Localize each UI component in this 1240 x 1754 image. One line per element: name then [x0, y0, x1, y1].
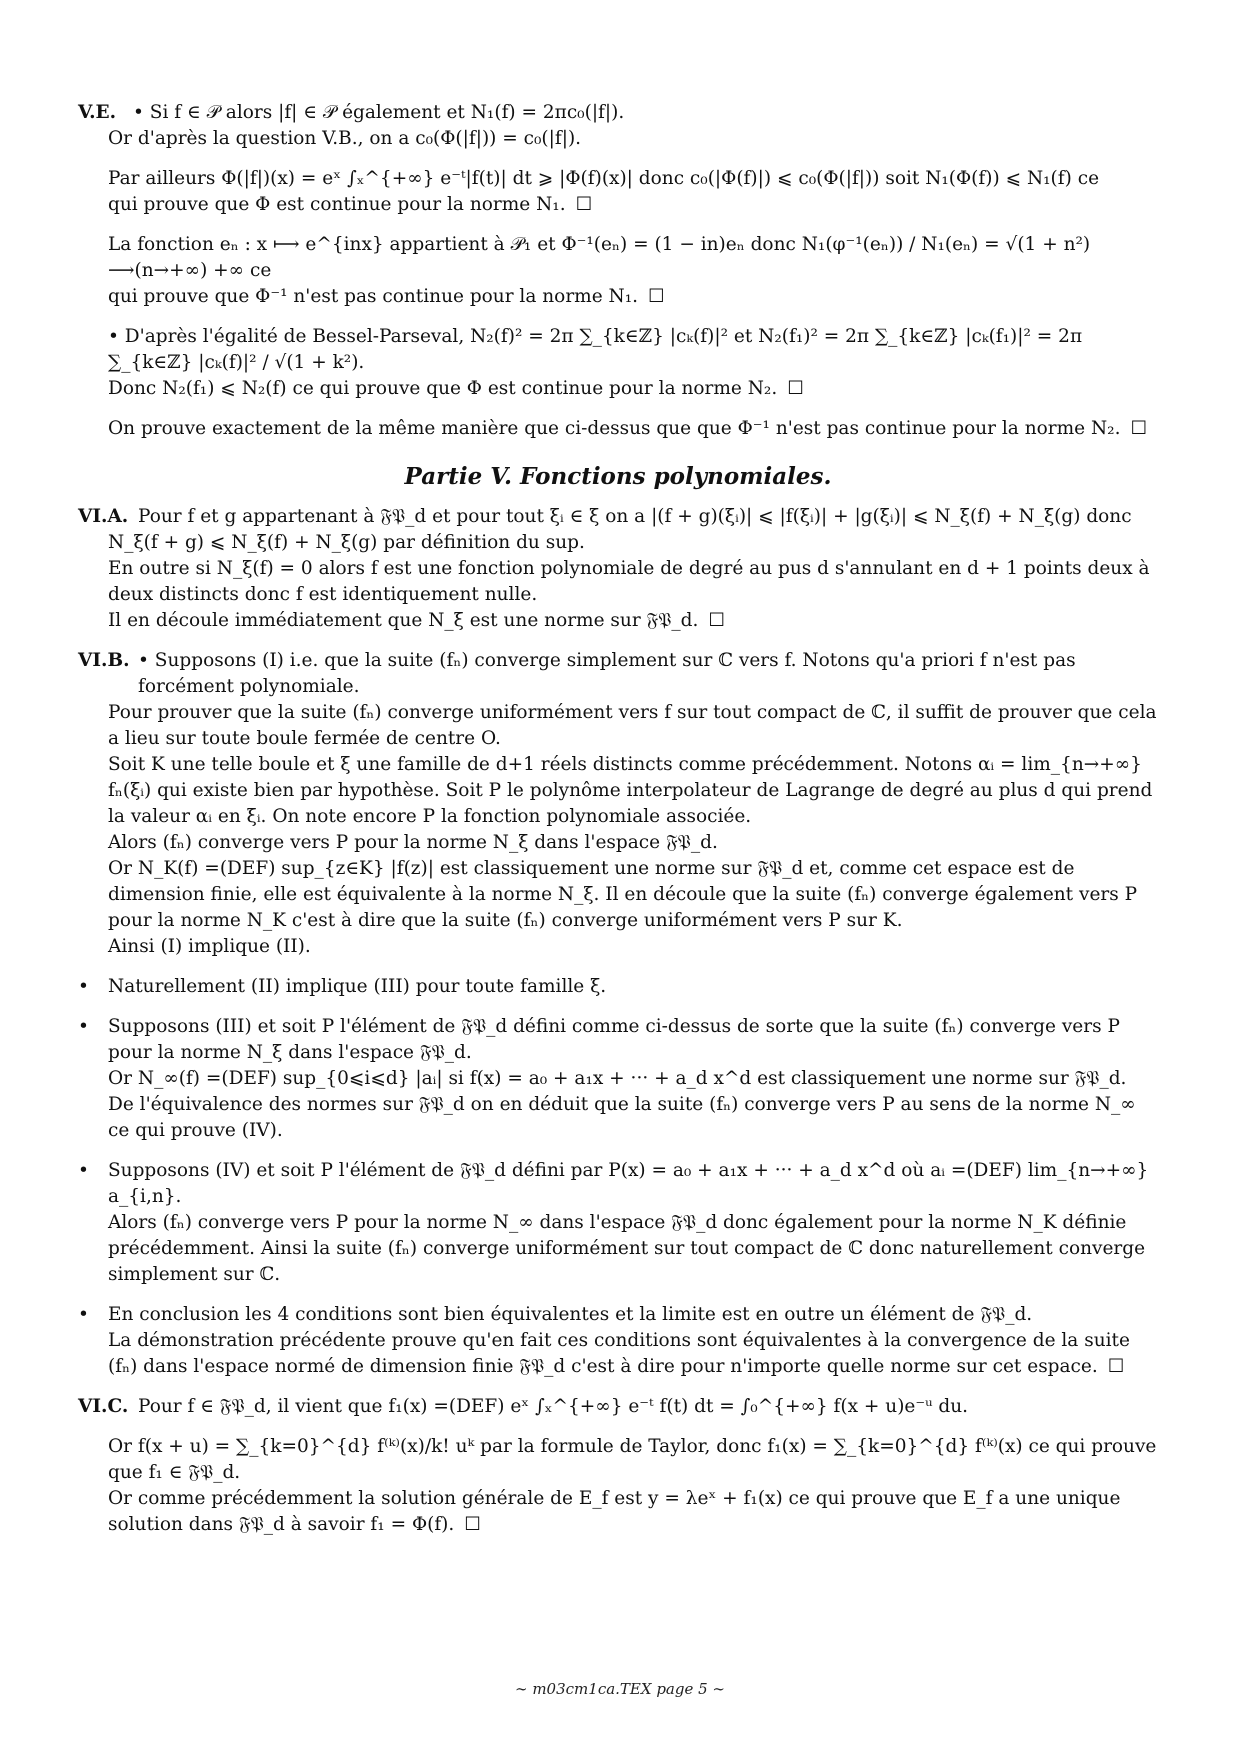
paragraph: Or d'après la question V.B., on a c₀(Φ(|f|)) = c₀(|f|). — [108, 128, 582, 149]
qed-box: ☐ — [464, 1514, 481, 1535]
paragraph: Or f(x + u) = ∑_{k=0}^{d} f⁽ᵏ⁾(x)/k! uᵏ par la formule de Taylor, donc f₁(x) = ∑_{k=0}^{d} f⁽ᵏ⁾(x) ce qui prouve que f₁ ∈ 𝔉𝔓_d. — [108, 1436, 1157, 1483]
paragraph: Soit K une telle boule et ξ une famille de d+1 réels distincts comme précédemment. Notons αᵢ = lim_{n→+∞} fₙ(ξᵢ) qui existe bien par hypothèse. Soit P le polynôme interpolateur de Lagrange de degré au plus d qui prend la valeur αᵢ en ξᵢ. On note encore P la fonction polynomiale associée. — [108, 754, 1153, 827]
paragraph: Ainsi (I) implique (II). — [108, 936, 311, 957]
qed-box: ☐ — [648, 286, 665, 307]
paragraph: N_ξ(f + g) ⩽ N_ξ(f) + N_ξ(g) par définition du sup. — [108, 532, 585, 553]
paragraph: • Si f ∈ 𝒫 alors |f| ∈ 𝒫 également et N₁(f) = 2πc₀(|f|). — [133, 102, 625, 123]
paragraph: Pour prouver que la suite (fₙ) converge uniformément vers f sur tout compact de ℂ, il suffit de prouver que cela a lieu sur toute boule fermée de centre O. — [108, 702, 1157, 749]
paragraph: Supposons (III) et soit P l'élément de 𝔉𝔓_d défini comme ci-dessus de sorte que la suite (fₙ) converge vers P pour la norme N_ξ dans l'espace 𝔉𝔓_d. — [108, 1016, 1120, 1063]
qed-box: ☐ — [1130, 418, 1148, 439]
paragraph: • D'après l'égalité de Bessel-Parseval, N₂(f)² = 2π ∑_{k∈ℤ} |cₖ(f)|² et N₂(f₁)² = 2π ∑_{k∈ℤ} |cₖ(f₁)|² = 2π ∑_{k∈ℤ} |cₖ(f)|² / √(1 + k²). — [108, 326, 1083, 373]
paragraph: La démonstration précédente prouve qu'en fait ces conditions sont équivalentes à la convergence de la suite (fₙ) dans l'espace normé de dimension finie 𝔉𝔓_d c'est à dire pour n'importe quelle norme sur cet espace. — [108, 1330, 1130, 1377]
paragraph: • Supposons (I) i.e. que la suite (fₙ) converge simplement sur ℂ vers f. Notons qu'a priori f n'est pas forcément polynomiale. — [138, 650, 1076, 697]
section-label: VI.B. — [78, 650, 130, 671]
qed-box: ☐ — [708, 610, 726, 631]
paragraph: Supposons (IV) et soit P l'élément de 𝔉𝔓_d défini par P(x) = a₀ + a₁x + ··· + a_d x^d où aᵢ =(DEF) lim_{n→+∞} a_{i,n}. — [108, 1160, 1149, 1207]
page-footer: ∼ m03cm1ca.TEX page 5 ∼ — [515, 1680, 725, 1698]
paragraph: Par ailleurs Φ(|f|)(x) = eˣ ∫ₓ^{+∞} e⁻ᵗ|f(t)| dt ⩾ |Φ(f)(x)| donc c₀(|Φ(f)|) ⩽ c₀(Φ(|f|)) soit N₁(Φ(f)) ⩽ N₁(f) ce — [108, 168, 1100, 189]
paragraph: En conclusion les 4 conditions sont bien équivalentes et la limite est en outre un élément de 𝔉𝔓_d. — [108, 1304, 1033, 1325]
paragraph: Il en découle immédiatement que N_ξ est une norme sur 𝔉𝔓_d. — [108, 610, 699, 631]
qed-box: ☐ — [1107, 1356, 1125, 1377]
list-item: • En conclusion les 4 conditions sont bien équivalentes et la limite est en outre un élément de 𝔉𝔓_d. La démonstration précédente prouve qu'en fait ces conditions sont équivalentes à la convergence de la suite (fₙ) dans l'espace normé de dimension finie 𝔉𝔓_d c'est à dire pour n'importe quelle norme sur cet espace. ☐ — [78, 1302, 1158, 1380]
paragraph: Alors (fₙ) converge vers P pour la norme N_ξ dans l'espace 𝔉𝔓_d. — [108, 832, 718, 853]
section-vic — [78, 1394, 1158, 1538]
paragraph: Pour f ∈ 𝔉𝔓_d, il vient que f₁(x) =(DEF) eˣ ∫ₓ^{+∞} e⁻ᵗ f(t) dt = ∫₀^{+∞} f(x + u)e⁻ᵘ du. — [138, 1396, 969, 1417]
section-vib — [78, 648, 1158, 1380]
paragraph: Or N_K(f) =(DEF) sup_{z∈K} |f(z)| est classiquement une norme sur 𝔉𝔓_d et, comme cet espace est de dimension finie, elle est équivalente à la norme N_ξ. Il en découle que la suite (fₙ) converge également vers P pour la norme N_K c'est à dire que la suite (fₙ) converge uniformément vers P sur K. — [108, 858, 1138, 931]
paragraph: Pour f et g appartenant à 𝔉𝔓_d et pour tout ξᵢ ∈ ξ on a |(f + g)(ξᵢ)| ⩽ |f(ξᵢ)| + |g(ξᵢ)| ⩽ N_ξ(f) + N_ξ(g) donc — [138, 506, 1132, 527]
section-label: V.E. — [78, 102, 117, 123]
paragraph: On prouve exactement de la même manière que ci-dessus que que Φ⁻¹ n'est pas continue pour la norme N₂. — [108, 418, 1121, 439]
paragraph: Donc N₂(f₁) ⩽ N₂(f) ce qui prouve que Φ est continue pour la norme N₂. — [108, 378, 778, 399]
paragraph: Alors (fₙ) converge vers P pour la norme N_∞ dans l'espace 𝔉𝔓_d donc également pour la norme N_K définie précédemment. Ainsi la suite (fₙ) converge uniformément sur tout compact de ℂ donc naturellement converge simplement sur ℂ. — [108, 1212, 1146, 1285]
list-item: • Supposons (III) et soit P l'élément de 𝔉𝔓_d défini comme ci-dessus de sorte que la suite (fₙ) converge vers P pour la norme N_ξ dans l'espace 𝔉𝔓_d. Or N_∞(f) =(DEF) sup_{0⩽i⩽d} |aᵢ| si f(x) = a₀ + a₁x + ··· + a_d x^d est classiquement une norme sur 𝔉𝔓_d. De l'équivalence des normes sur 𝔉𝔓_d on en déduit que la suite (fₙ) converge vers P au sens de la norme N_∞ ce qui prouve (IV). — [78, 1014, 1158, 1144]
paragraph: Or comme précédemment la solution générale de E_f est y = λeˣ + f₁(x) ce qui prouve que E_f a une unique solution dans 𝔉𝔓_d à savoir f₁ = Φ(f). — [108, 1488, 1121, 1535]
paragraph: qui prouve que Φ est continue pour la norme N₁. — [108, 194, 566, 215]
section-via — [78, 504, 1158, 634]
page-body — [78, 100, 1158, 1538]
section-ve — [78, 100, 1158, 442]
section-label: VI.C. — [78, 1396, 129, 1417]
part-heading: Partie V. Fonctions polynomiales. — [404, 463, 832, 490]
qed-box: ☐ — [575, 194, 593, 215]
paragraph: qui prouve que Φ⁻¹ n'est pas continue pour la norme N₁. — [108, 286, 639, 307]
paragraph: En outre si N_ξ(f) = 0 alors f est une fonction polynomiale de degré au pus d s'annulant en d + 1 points deux à deux distincts donc f est identiquement nulle. — [108, 558, 1150, 605]
paragraph: La fonction eₙ : x ⟼ e^{inx} appartient à 𝒫₁ et Φ⁻¹(eₙ) = (1 − in)eₙ donc N₁(φ⁻¹(eₙ)) / N₁(eₙ) = √(1 + n²) ⟶(n→+∞) +∞ ce — [108, 234, 1091, 281]
paragraph: Or N_∞(f) =(DEF) sup_{0⩽i⩽d} |aᵢ| si f(x) = a₀ + a₁x + ··· + a_d x^d est classiquement une norme sur 𝔉𝔓_d. — [108, 1068, 1127, 1089]
list-item: • Supposons (IV) et soit P l'élément de 𝔉𝔓_d défini par P(x) = a₀ + a₁x + ··· + a_d x^d où aᵢ =(DEF) lim_{n→+∞} a_{i,n}. Alors (fₙ) converge vers P pour la norme N_∞ dans l'espace 𝔉𝔓_d donc également pour la norme N_K définie précédemment. Ainsi la suite (fₙ) converge uniformément sur tout compact de ℂ donc naturellement converge simplement sur ℂ. — [78, 1158, 1158, 1288]
list-item: • Naturellement (II) implique (III) pour toute famille ξ. — [78, 974, 1158, 1000]
qed-box: ☐ — [787, 378, 804, 399]
paragraph: De l'équivalence des normes sur 𝔉𝔓_d on en déduit que la suite (fₙ) converge vers P au sens de la norme N_∞ ce qui prouve (IV). — [108, 1094, 1136, 1141]
paragraph: Naturellement (II) implique (III) pour toute famille ξ. — [108, 976, 607, 997]
section-label: VI.A. — [78, 506, 129, 527]
